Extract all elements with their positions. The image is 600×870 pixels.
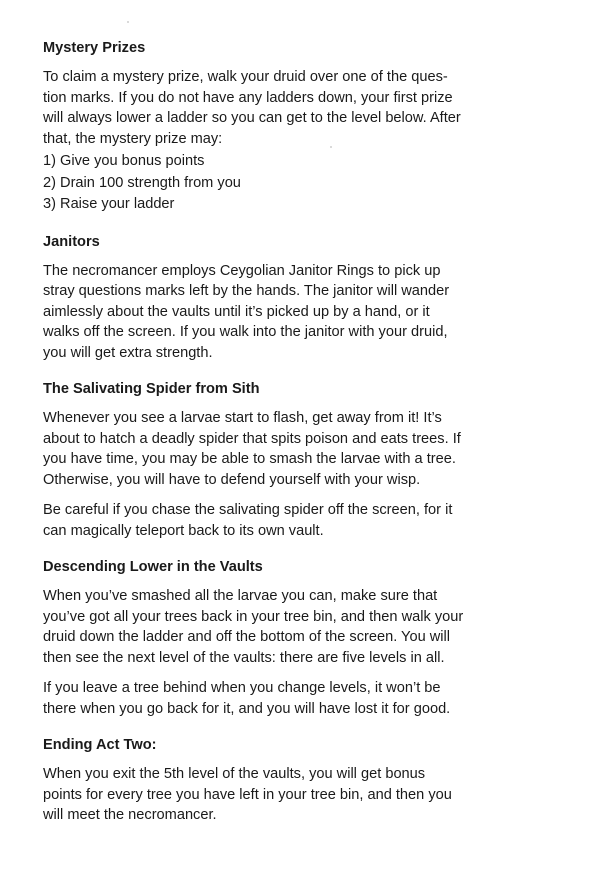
section-descending-lower	[43, 557, 563, 719]
paragraph: When you exit the 5th level of the vaults, you will get bonus points for every tree you have left in your tree bin, and then you will meet the necromancer.	[43, 766, 452, 823]
section-mystery-prizes	[43, 38, 563, 216]
section-heading: Mystery Prizes	[43, 40, 146, 56]
paragraph: The necromancer employs Ceygolian Janitor Rings to pick up stray questions marks left by the hands. The janitor will wander aimlessly about the vaults until it’s picked up by a hand, or it walks off the screen. If you walk into the janitor with your druid, you will get extra strength.	[43, 262, 450, 361]
paragraph: When you’ve smashed all the larvae you can, make sure that you’ve got all your trees back in your tree bin, and then walk your druid down the ladder and off the bottom of the screen. You will then see the next level of the vaults: there are five levels in all.	[43, 588, 464, 666]
paragraph: Be careful if you chase the salivating spider off the screen, for it can magically teleport back to its own vault.	[43, 502, 453, 539]
section-heading: Descending Lower in the Vaults	[43, 559, 263, 575]
section-janitors	[43, 232, 563, 364]
section-salivating-spider	[43, 379, 563, 541]
paragraph: If you leave a tree behind when you change levels, it won’t be there when you go back for it, and you will have lost it for good.	[43, 680, 451, 717]
list-item: 3) Raise your ladder	[43, 196, 175, 212]
prize-list	[43, 151, 563, 216]
paragraph: Whenever you see a larvae start to flash, get away from it! It’s about to hatch a deadly spider that spits poison and eats trees. If you have time, you may be able to smash the larvae with a tree. Otherwise, you will have to defend yourself with your wisp.	[43, 410, 461, 488]
list-item: 1) Give you bonus points	[43, 153, 205, 169]
paper-speck	[127, 21, 129, 23]
section-ending-act-two	[43, 735, 563, 826]
list-item: 2) Drain 100 strength from you	[43, 174, 241, 191]
document-page	[43, 38, 563, 842]
section-heading: Janitors	[43, 233, 100, 250]
paragraph: To claim a mystery prize, walk your druid over one of the ques- tion marks. If you do not have any ladders down, your first prize will always lower a ladder so you can get to the level below. After that, the mystery prize may:	[43, 69, 461, 147]
section-heading: Ending Act Two:	[43, 737, 157, 753]
section-heading: The Salivating Spider from Sith	[43, 381, 260, 397]
